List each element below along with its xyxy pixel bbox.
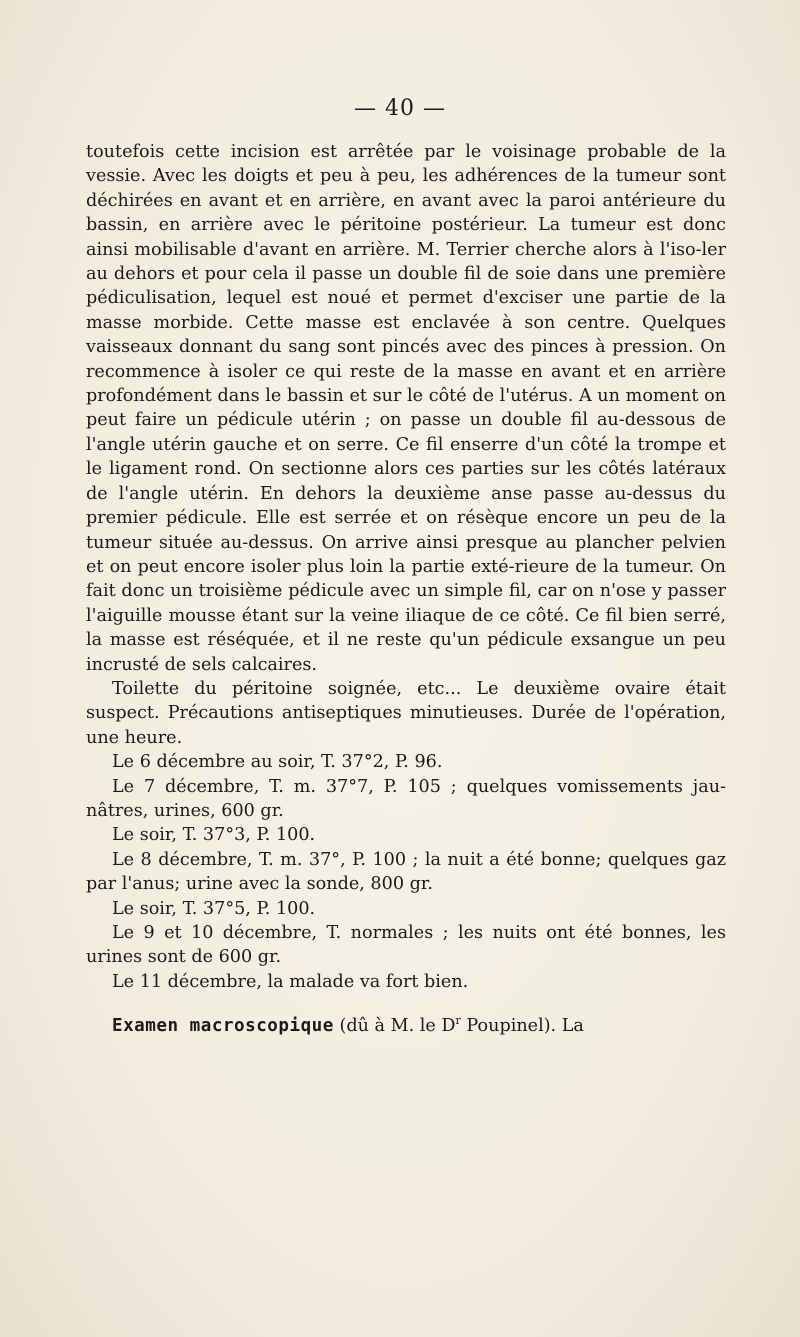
body-text xyxy=(86,140,726,1039)
paragraph-dec-6: Le 6 décembre au soir, T. 37°2, P. 96. xyxy=(112,752,443,773)
paragraph-toilette: Toilette du péritoine soignée, etc... Le deuxième ovaire était suspect. Précautions antiseptiques minutieuses. Durée de l'opération, une heure. xyxy=(86,678,726,748)
section-spacer xyxy=(86,994,726,1014)
section-heading-examen: Examen macroscopique xyxy=(112,1016,334,1037)
examen-text-b: Poupinel). La xyxy=(460,1016,584,1037)
paragraph-dec-11: Le 11 décembre, la malade va fort bien. xyxy=(112,971,469,992)
examen-text-a: (dû à M. le D xyxy=(333,1016,456,1037)
paragraph-dec-8: Le 8 décembre, T. m. 37°, P. 100 ; la nuit a été bonne; quelques gaz par l'anus; urine avec la sonde, 800 gr. xyxy=(86,849,726,895)
page-number: — 40 — xyxy=(354,96,446,121)
paragraph-dec-8-evening: Le soir, T. 37°5, P. 100. xyxy=(112,898,316,919)
paragraph-dec-7: Le 7 décembre, T. m. 37°7, P. 105 ; quelques vomissements jau-nâtres, urines, 600 gr. xyxy=(86,776,726,821)
paragraph-dec-9-10: Le 9 et 10 décembre, T. normales ; les nuits ont été bonnes, les urines sont de 600 gr. xyxy=(86,923,726,968)
paragraph-dec-7-evening: Le soir, T. 37°3, P. 100. xyxy=(112,825,316,846)
paragraph-operation: toutefois cette incision est arrêtée par le voisinage probable de la vessie. Avec les doigts et peu à peu, les adhérences de la tumeur sont déchirées en avant et en arrière, en avant avec la paroi antérieure du bassin, en arrière avec le péritoine postérieur. La tumeur est donc ainsi mobilisable d'avant en arrière. M. Terrier cherche alors à l'iso-ler au dehors et pour cela il passe un double fil de soie dans une première pédiculisation, lequel est noué et permet d'exciser une partie de la masse morbide. Cette masse est enclavée à son centre. Quelques vaisseaux donnant du sang sont pincés avec des pinces à pression. On recommence à isoler ce qui reste de la masse en avant et en arrière profondément dans le bassin et sur le côté de l'utérus. A un moment on peut faire un pédicule utérin ; on passe un double fil au-dessous de l'angle utérin gauche et on serre. Ce fil enserre d'un côté la trompe et le ligament rond. On sectionne alors ces parties sur les côtés latéraux de l'angle utérin. En dehors la deuxième anse passe au-dessus du premier pédicule. Elle est serrée et on résèque encore un peu de la tumeur située au-dessus. On arrive ainsi presque au plancher pelvien et on peut encore isoler plus loin la partie exté-rieure de la tumeur. On fait donc un troisième pédicule avec un simple fil, car on n'ose y passer l'aiguille mousse étant sur la veine iliaque de ce côté. Ce fil bien serré, la masse est réséquée, et il ne reste qu'un pédicule exsangue un peu incrusté de sels calcaires. xyxy=(86,142,726,675)
paragraph-examen xyxy=(86,1014,726,1038)
examen-superscript: r xyxy=(455,1014,461,1028)
